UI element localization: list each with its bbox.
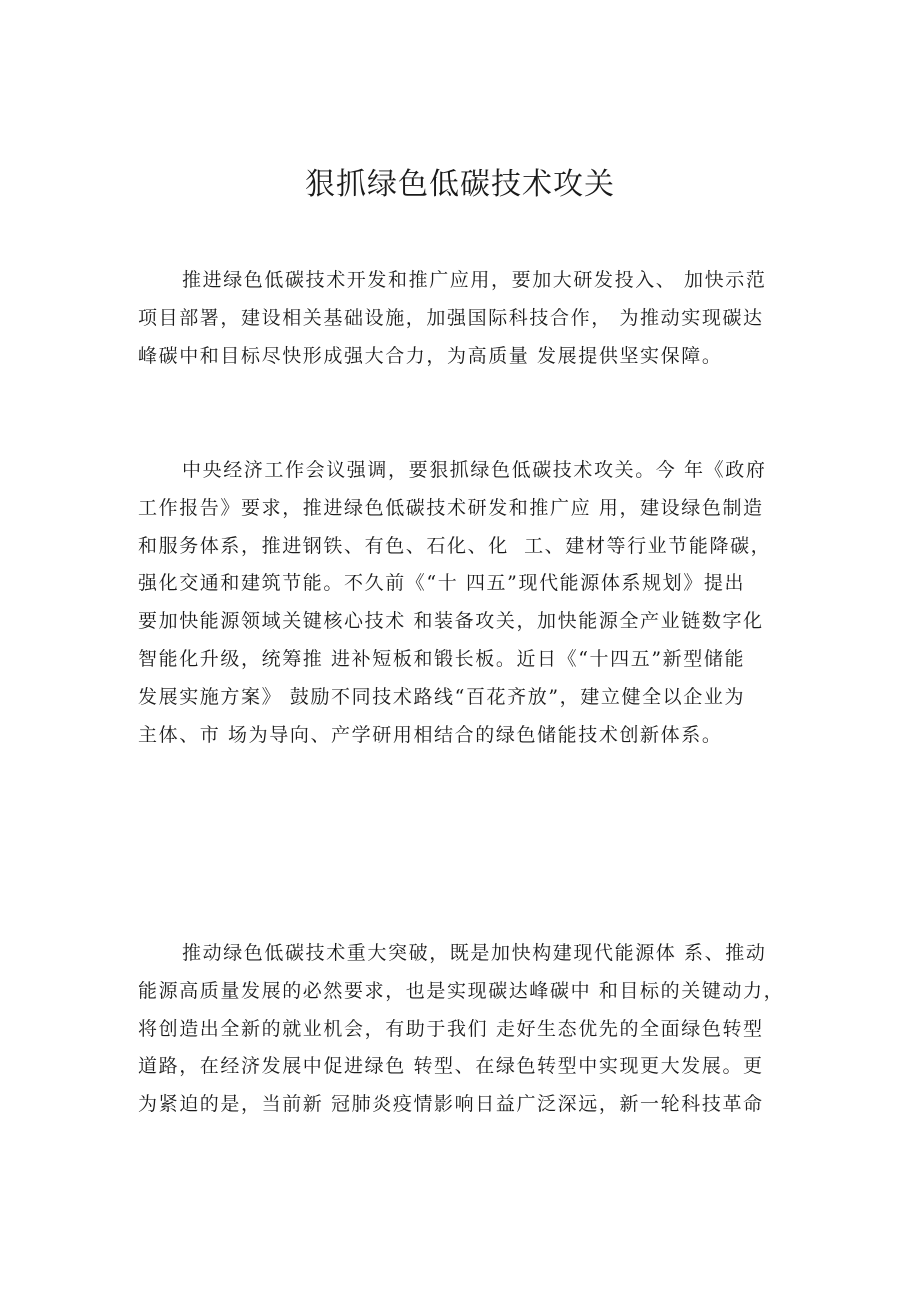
paragraph-line: 主体、市 场为导向、产学研用相结合的绿色储能技术创新体系。 — [138, 723, 723, 746]
paragraph-line: 推进绿色低碳技术开发和推广应用，要加大研发投入、 加快示范 — [182, 269, 767, 291]
paragraph-line: 推动绿色低碳技术重大突破，既是加快构建现代能源体 系、推动 — [182, 942, 767, 964]
paragraph-1 — [138, 262, 798, 375]
paragraph-line: 峰碳中和目标尽快形成强大合力，为高质量 发展提供坚实保障。 — [138, 344, 723, 367]
paragraph-line: 能源高质量发展的必然要求，也是实现碳达峰碳中 和目标的关键动力， — [138, 979, 785, 1002]
paragraph-line: 和服务体系，推进钢铁、有色、石化、化 工、建材等行业节能降碳， — [138, 534, 772, 557]
paragraph-line: 发展实施方案》 鼓励不同技术路线“百花齐放”，建立健全以企业为 — [138, 685, 746, 708]
paragraph-line: 道路，在经济发展中促进绿色 转型、在绿色转型中实现更大发展。更 — [138, 1055, 764, 1078]
paragraph-line: 强化交通和建筑节能。不久前《“十 四五”现代能源体系规划》提出 — [138, 572, 746, 595]
paragraph-line: 中央经济工作会议强调，要狠抓绿色低碳技术攻关。今 年《政府 — [182, 459, 767, 481]
paragraph-line: 将创造出全新的就业机会，有助于我们 走好生态优先的全面绿色转型 — [138, 1017, 764, 1040]
document-title: 狠抓绿色低碳技术攻关 — [305, 167, 615, 202]
paragraph-2 — [138, 452, 798, 754]
paragraph-line: 为紧迫的是，当前新 冠肺炎疫情影响日益广泛深远，新一轮科技革命 — [138, 1093, 764, 1116]
paragraph-3 — [138, 935, 798, 1124]
paragraph-line: 要加快能源领域关键核心技术 和装备攻关，加快能源全产业链数字化 — [138, 610, 764, 633]
paragraph-line: 智能化升级，统筹推 进补短板和锻长板。近日《“十四五”新型储能 — [138, 647, 746, 670]
paragraph-line: 工作报告》要求，推进绿色低碳技术研发和推广应 用，建设绿色制造 — [138, 496, 764, 519]
paragraph-line: 项目部署，建设相关基础设施，加强国际科技合作， 为推动实现碳达 — [138, 306, 764, 329]
